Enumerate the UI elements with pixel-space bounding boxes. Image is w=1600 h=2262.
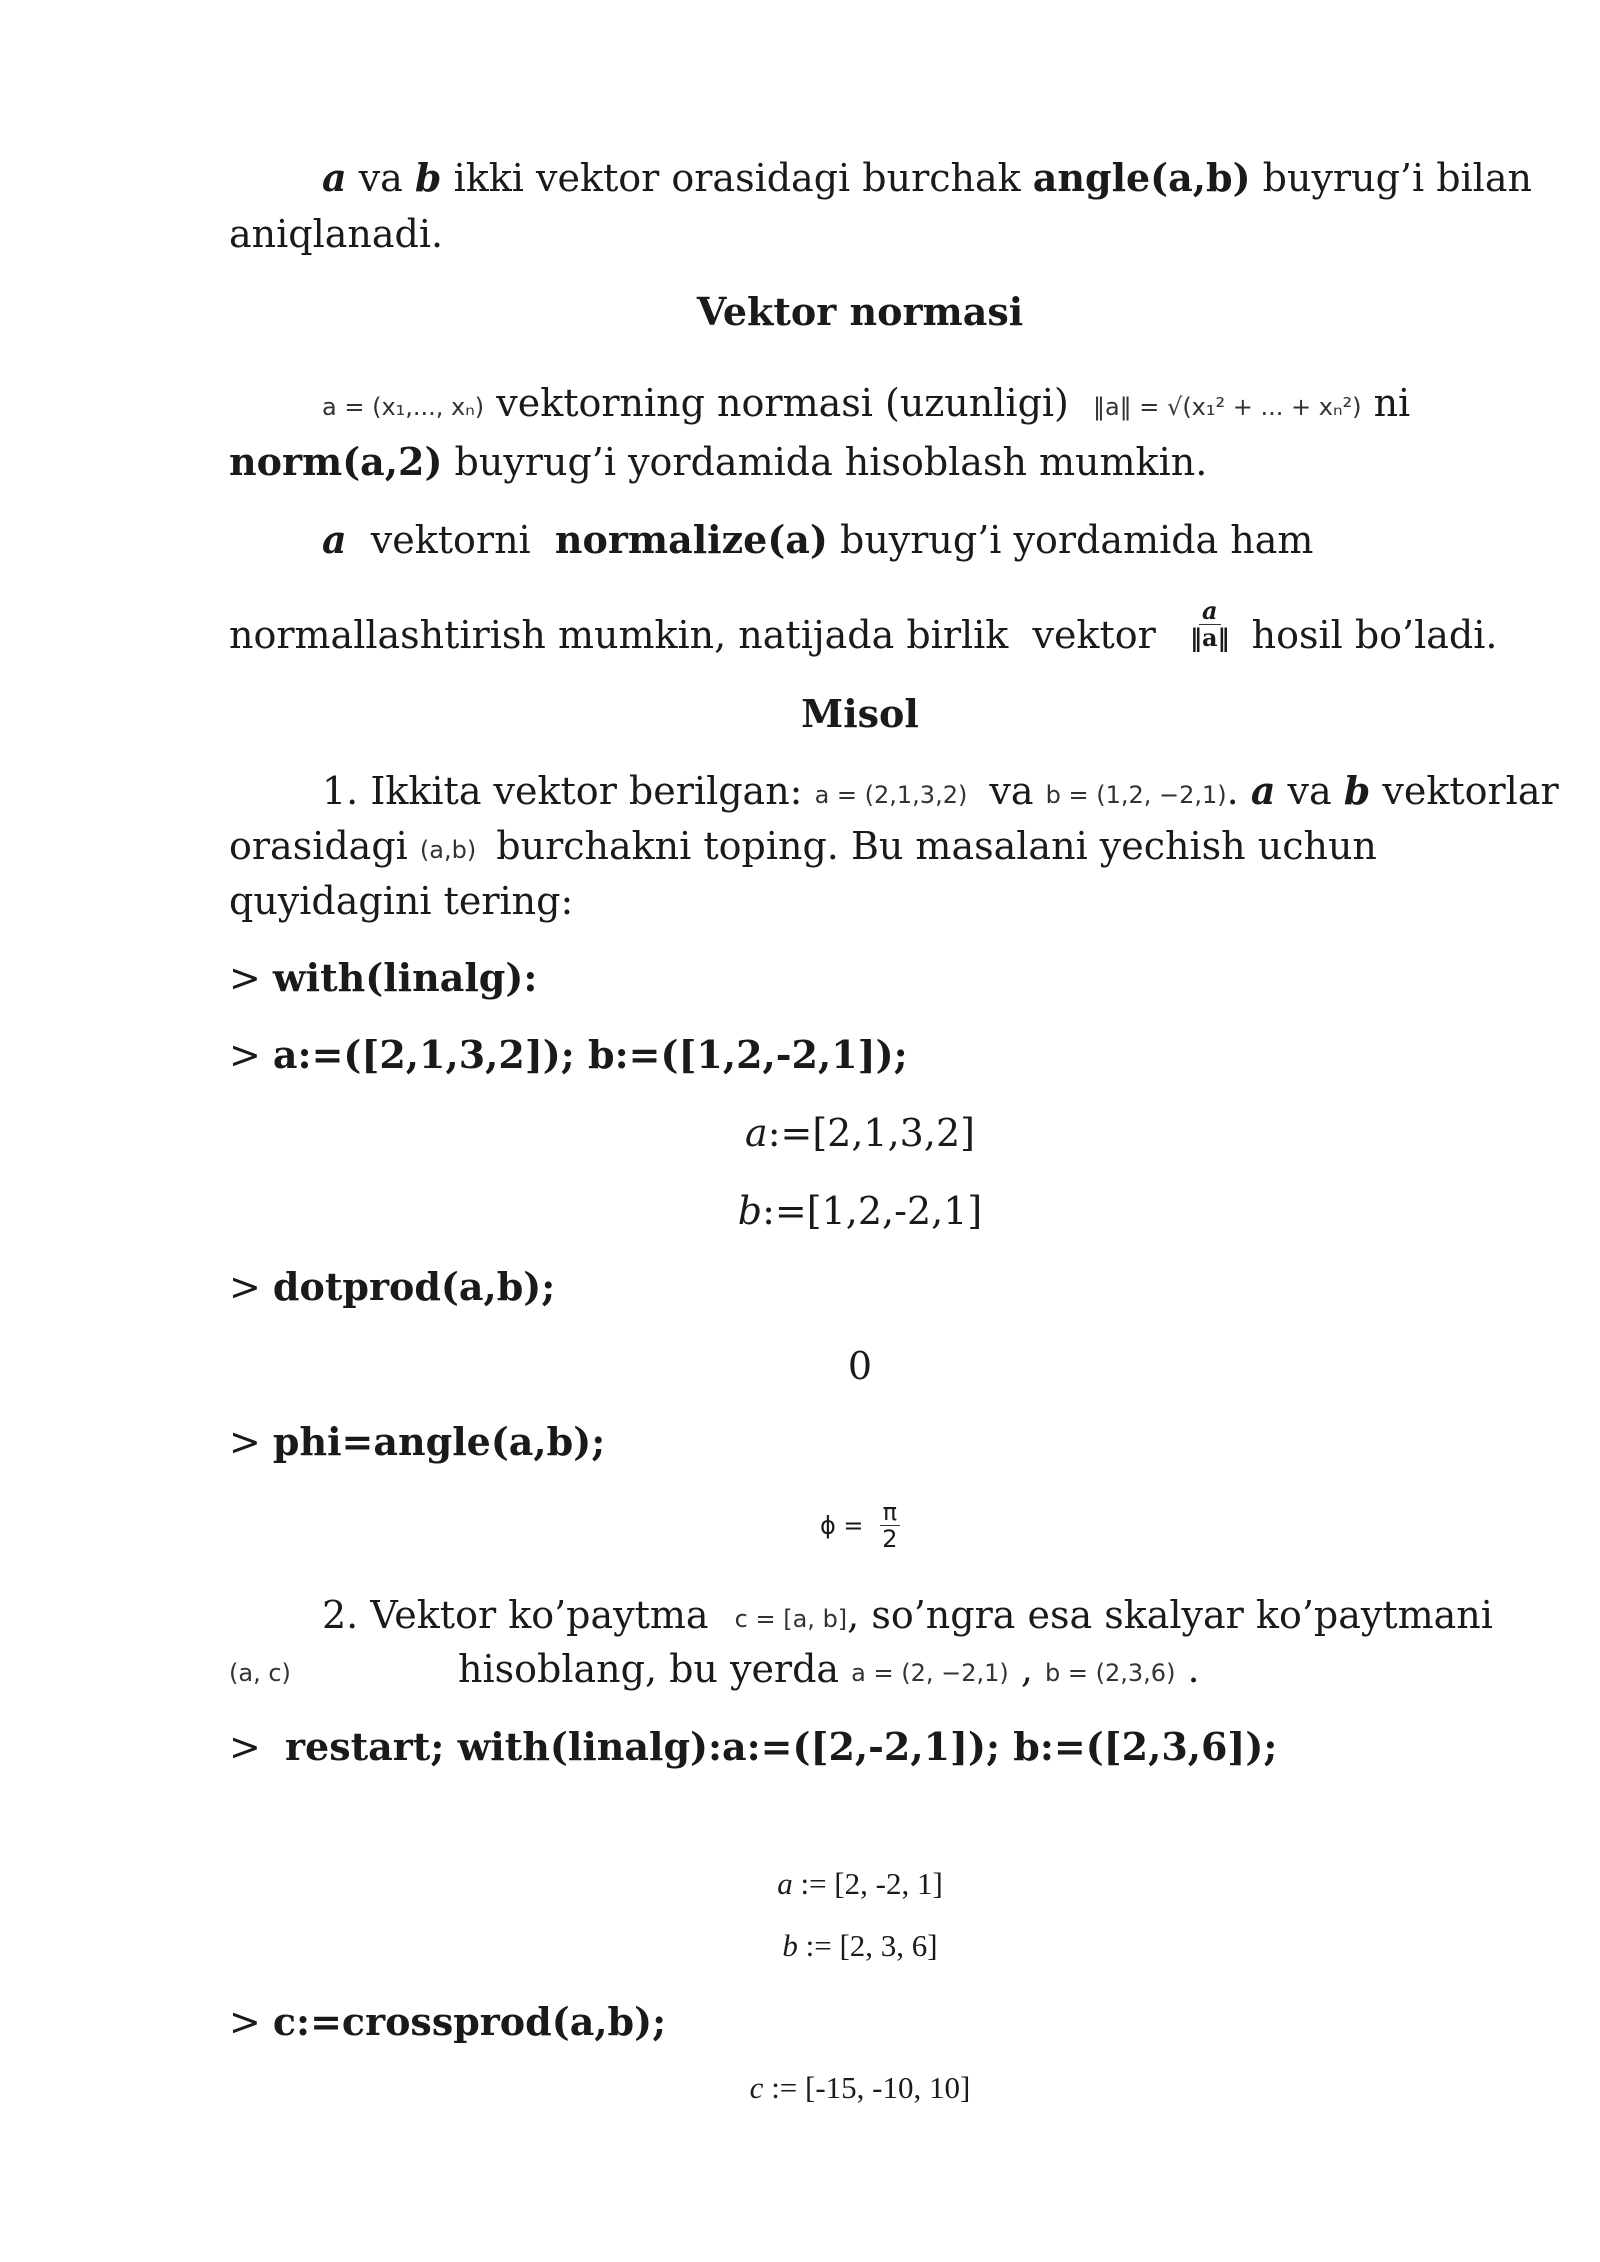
para-norm-line1 [322,377,1410,433]
formula-a-values2: a = (2, −2,1) [851,1658,1009,1687]
output-c: c := [-15, -10, 10] [749,2070,971,2105]
heading-misol: Misol [801,691,919,736]
text-va: va [977,769,1046,813]
cmd-norm: norm(a,2) [229,439,443,484]
code-line-define-ab: > a:=([2,1,3,2]); b:=([1,2,-2,1]); [229,1032,908,1077]
example1-line3: quyidagini tering: [229,879,574,923]
code-line-angle: > phi=angle(a,b); [229,1419,606,1464]
text-ni: ni [1361,381,1411,425]
formula-b-values: b = (1,2, −2,1) [1045,780,1227,809]
code-line-dotprod: > dotprod(a,b); [229,1264,556,1309]
code-line-restart: > restart; with(linalg):a:=([2,-2,1]); b:=([2,3,6]); [229,1724,1278,1769]
para-norm-line2 [229,436,1207,488]
formula-ab: (a,b) [419,835,477,864]
formula-c-cross: c = [a, b] [734,1604,848,1633]
cmd-normalize: normalize(a) [554,517,828,562]
output-dotprod: 0 [847,1344,873,1388]
output-a2: a := [2, -2, 1] [777,1866,943,1901]
example2-line1: 2. Vektor ko’paytma c = [a, b], so’ngra esa skalyar ko’paytmani [322,1589,1493,1645]
formula-ac: (a, c) [229,1658,291,1687]
text-norm: vektorning normasi (uzunligi) [484,381,1081,425]
example2-line2-text: hisoblang, bu yerda a = (2, −2,1) , b = (2,3,6) . [458,1643,1200,1699]
code-line-with-linalg: > with(linalg): [229,955,538,1000]
var-b: b [414,155,442,200]
output-a: a:=[2,1,3,2] [745,1111,975,1155]
text-example1: 1. Ikkita vektor berilgan: [322,769,815,813]
text-hosil: hosil bo’ladi. [1239,613,1498,657]
var-a: a [322,155,347,200]
formula-b-values2: b = (2,3,6) [1045,1658,1176,1687]
var-a: a [322,517,347,562]
formula-norm: ‖a‖ = √(x₁² + ... + xₙ²) [1092,392,1362,421]
example2-line2 [229,1643,291,1699]
para-normalize-line1 [322,514,1313,566]
output-b: b:=[1,2,-2,1] [737,1189,983,1233]
formula-a-vector: a = (x₁,..., xₙ) [322,392,485,421]
heading-vektor-normasi: Vektor normasi [696,289,1024,334]
text-normallashtirish: normallashtirish mumkin, natijada birlik vektor [229,613,1168,657]
output-phi: ϕ = $\frac{\pi}{2}$ [0,1496,1600,1552]
para-normalize-line2 [229,596,1498,665]
output-b2: b := [2, 3, 6] [782,1928,938,1963]
text-mid: ikki vektor orasidagi burchak [441,156,1033,200]
text-normalize-end: buyrug’i yordamida ham [827,518,1314,562]
text-va: va [346,156,415,200]
text-end: buyrug’i bilan [1250,156,1532,200]
example1-line2: orasidagi (a,b) burchakni toping. Bu masalani yechish uchun [229,820,1377,876]
example1-line1: 1. Ikkita vektor berilgan: a = (2,1,3,2) va b = (1,2, −2,1). a va b vektorlar [322,765,1559,821]
para-angle-line1 [322,152,1532,204]
code-line-crossprod: > c:=crossprod(a,b); [229,1999,667,2044]
cmd-angle: angle(a,b) [1032,155,1251,200]
formula-a-values: a = (2,1,3,2) [814,780,968,809]
text-vektorni: vektorni [346,518,555,562]
text-norm-end: buyrug’i yordamida hisoblash mumkin. [442,440,1208,484]
para-angle-line2: aniqlanadi. [229,212,444,256]
formula-unit-vector: $\frac{a}{‖a‖}$ [1189,596,1230,652]
